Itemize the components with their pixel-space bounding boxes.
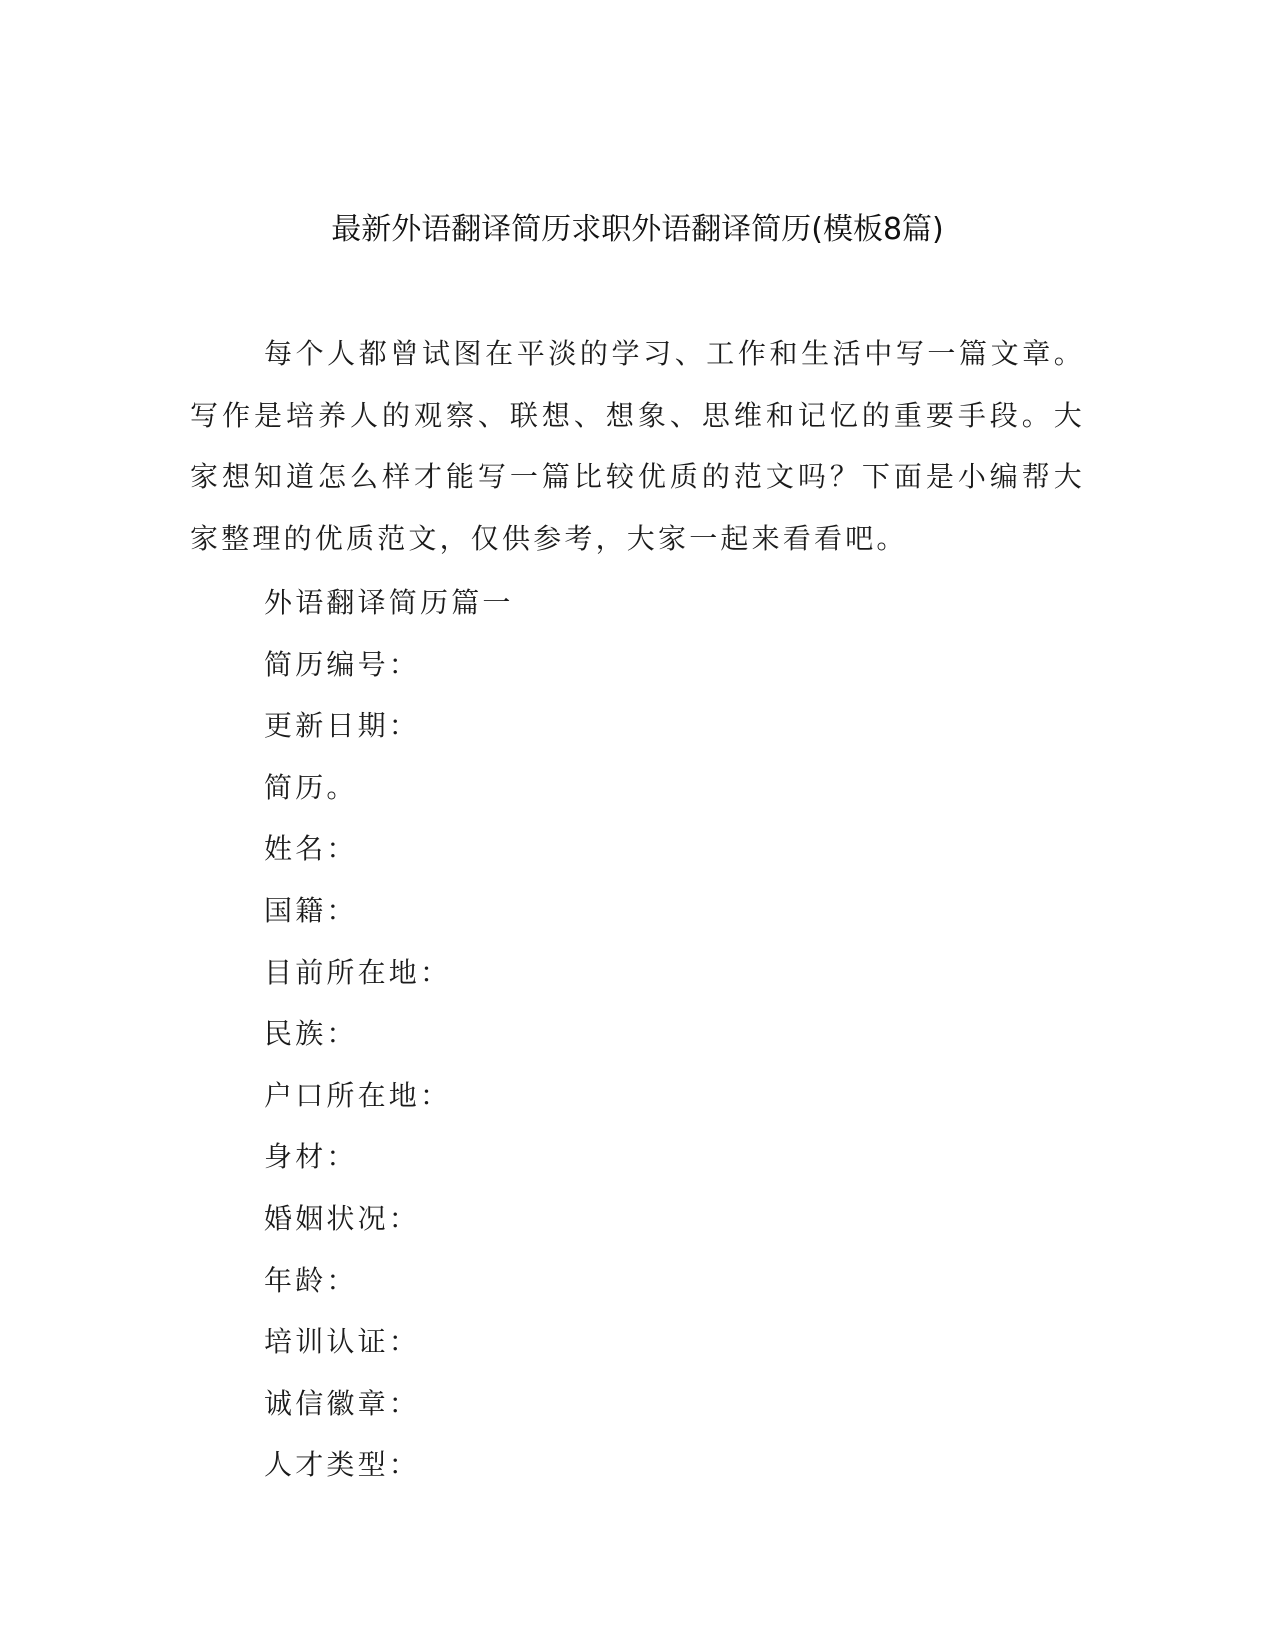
- field-update-date: 更新日期：: [264, 709, 421, 743]
- document-title: 最新外语翻译简历求职外语翻译简历(模板8篇): [331, 212, 944, 247]
- field-name: 姓名：: [264, 832, 358, 866]
- field-talent-type: 人才类型：: [264, 1448, 421, 1482]
- field-nationality: 国籍：: [264, 893, 358, 927]
- field-integrity-badge: 诚信徽章：: [264, 1386, 421, 1420]
- field-training-certification: 培训认证：: [264, 1325, 421, 1359]
- section-heading: 外语翻译简历篇一: [264, 586, 514, 619]
- field-current-location: 目前所在地：: [264, 955, 452, 989]
- intro-paragraph: 每个人都曾试图在平淡的学习、工作和生活中写一篇文章。写作是培养人的观察、联想、想象、思维和记忆的重要手段。大家想知道怎么样才能写一篇比较优质的范文吗？下面是小编帮大家整理的优质范文，仅供参考，大家一起来看看吧。: [190, 337, 1085, 555]
- field-age: 年龄：: [264, 1263, 358, 1297]
- resume-field-list: [264, 572, 514, 1496]
- field-resume: 简历。: [264, 770, 358, 804]
- field-ethnicity: 民族：: [264, 1017, 358, 1051]
- field-household-registration: 户口所在地：: [264, 1078, 452, 1112]
- field-marital-status: 婚姻状况：: [264, 1201, 421, 1235]
- field-build: 身材：: [264, 1140, 358, 1174]
- field-resume-number: 简历编号：: [264, 647, 421, 681]
